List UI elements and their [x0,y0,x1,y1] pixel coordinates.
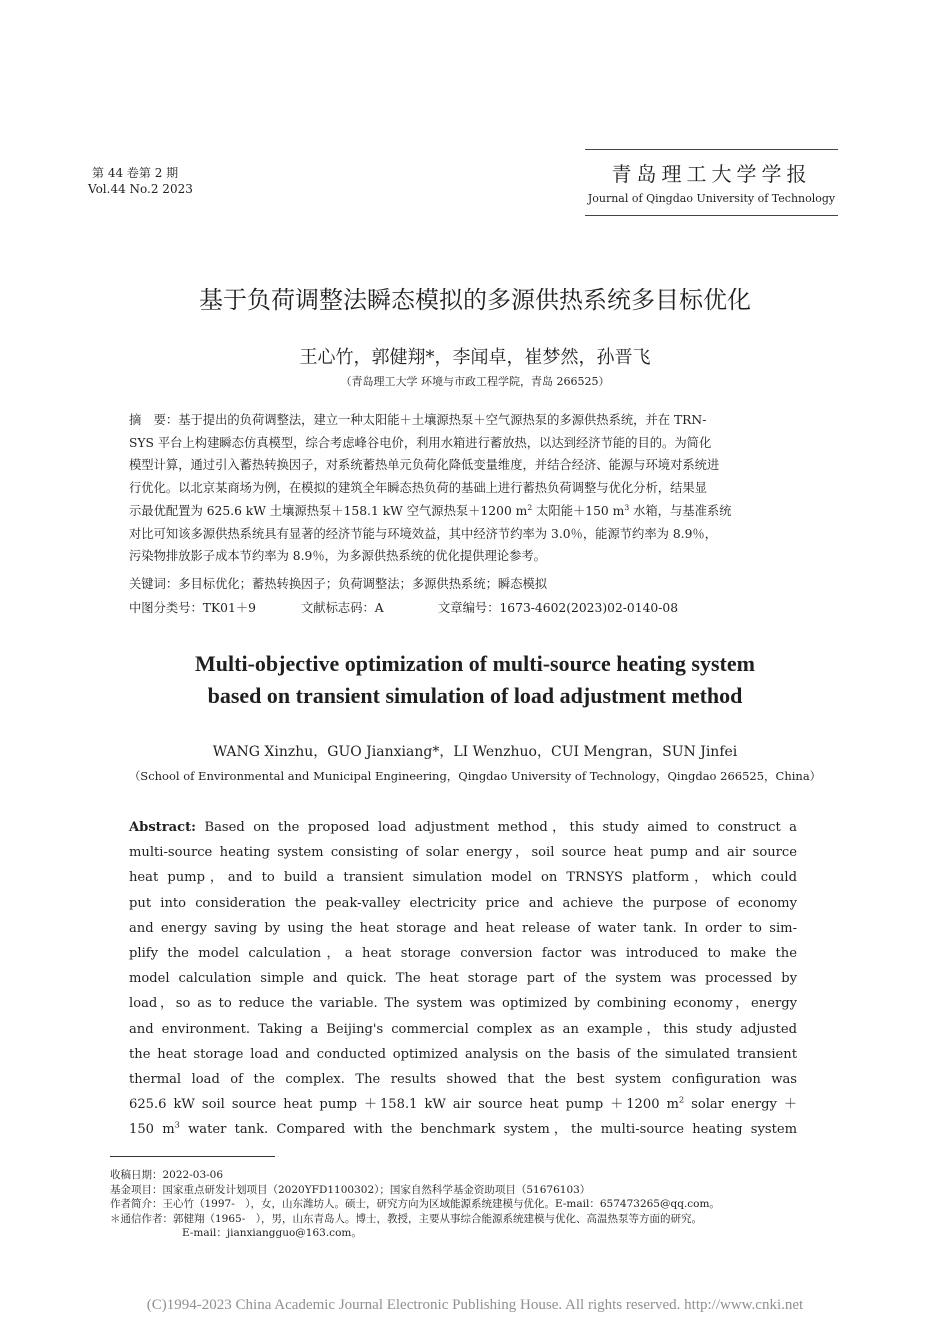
abstract-cn [129,409,797,568]
superscript: 2 [527,502,533,512]
abstract-cn-line: 污染物排放影子成本节约率为 8.9％，为多源供热系统的优化提供理论参考。 [129,549,546,564]
footnote-funding: 基金项目：国家重点研发计划项目（2020YFD1100302）；国家自然科学基金资助项目（51676103） [110,1183,591,1196]
footnote-author-bio: 作者简介：王心竹（1997- ），女，山东潍坊人。硕士，研究方向为区域能源系统建模与优化。E-mail：657473265@qq.com。 [110,1198,720,1211]
abstract-cn-text: 水箱，与基准系统 [629,503,732,518]
footnote-corresponding: ＊通信作者：郭健翔（1965- ），男，山东青岛人。博士，教授，主要从事综合能源系统建模与优化、高温热泵等方面的研究。 [110,1212,703,1225]
abstract-cn-line: 对比可知该多源供热系统具有显著的经济节能与环境效益，其中经济节约率为 3.0％，能源节约率为 8.9％， [129,526,717,541]
abstract-en [129,815,797,1143]
paper-title-en-line2: based on transient simulation of load adjustment method [207,683,743,708]
journal-title-cn: 青岛理工大学学报 [611,162,812,186]
abstract-cn-line: 行优化。以北京某商场为例，在模拟的建筑全年瞬态热负荷的基础上进行蓄热负荷调整与优化分析，结果显 [129,481,707,496]
clc-number: 中图分类号：TK01＋9 [129,601,256,615]
volume-issue-cn: 第 44 卷第 2 期 [92,166,179,180]
abstract-en-line: the heat storage load and conducted optimized analysis on the basis of the simulated transient [129,1046,797,1062]
abstract-en-line: plify the model calculation，a heat storage conversion factor was introduced to make the [129,946,797,962]
header-rule-bottom [585,215,838,216]
affiliation-en: （School of Environmental and Municipal Engineering，Qingdao University of Technology，Qingdao 266525，China） [128,769,822,783]
authors-cn: 王心竹，郭健翔*，李闻卓，崔梦然，孙晋飞 [299,347,651,368]
volume-issue-en: Vol.44 No.2 2023 [88,182,193,196]
footnotes [110,1168,720,1241]
abstract-en-text: Based on the proposed load adjustment method，this study aimed to construct a [204,820,797,835]
abstract-en-line: and energy saving by using the heat storage and heat release of water tank. In order to sim- [129,920,797,936]
classification-row [129,598,809,618]
abstract-en-line: thermal load of the complex. The results showed that the best system configuration was [129,1072,797,1088]
abstract-en-line: put into consideration the peak-valley electricity price and achieve the purpose of economy [129,895,797,911]
footnote-received: 收稿日期：2022-03-06 [110,1169,224,1181]
footnote-corresponding-email: E-mail：jianxiangguo@163.com。 [182,1227,362,1240]
abstract-en-text: water tank. Compared with the benchmark system，the multi-source heating system [179,1122,798,1138]
abstract-en-line: heat pump，and to build a transient simulation model on TRNSYS platform，which could [129,870,797,886]
copyright-watermark: (C)1994-2023 China Academic Journal Electronic Publishing House. All rights reserved. http://www.cnki.net [146,1297,804,1313]
abstract-en-text: 625.6 kW soil source heat pump ＋158.1 kW air source heat pump ＋1200 m [129,1097,679,1113]
paper-title-cn: 基于负荷调整法瞬态模拟的多源供热系统多目标优化 [199,286,751,314]
superscript: 3 [624,502,630,512]
abstract-en-text: solar energy ＋ [684,1097,798,1113]
paper-title-en [0,648,950,712]
abstract-en-line [129,815,797,840]
article-number: 文章编号：1673-4602(2023)02-0140-08 [438,601,679,615]
abstract-cn-text: 示最优配置为 625.6 kW 土壤源热泵＋158.1 kW 空气源热泵＋1200 m [129,503,528,518]
footnote-rule [110,1156,275,1157]
abstract-label: Abstract: [129,820,196,835]
superscript: 2 [678,1094,685,1105]
document-code: 文献标志码：A [301,601,384,615]
superscript: 3 [174,1120,180,1131]
abstract-en-line: and environment. Taking a Beijing's commercial complex as an example，this study adjusted [129,1021,797,1037]
affiliation-cn: （青岛理工大学 环境与市政工程学院，青岛 266525） [340,375,610,388]
abstract-en-text: 150 m [129,1122,175,1138]
abstract-cn-line [129,500,797,523]
authors-en: WANG Xinzhu，GUO Jianxiang*，LI Wenzhuo，CUI Mengran，SUN Jinfei [212,744,738,760]
abstract-cn-line: SYS 平台上构建瞬态仿真模型，综合考虑峰谷电价，利用水箱进行蓄放热，以达到经济节能的目的。为简化 [129,435,712,450]
abstract-en-line: model calculation simple and quick. The heat storage part of the system was processed by [129,971,797,987]
abstract-en-line [129,1117,797,1142]
abstract-cn-text: 太阳能＋150 m [532,503,625,518]
abstract-cn-line: 模型计算，通过引入蓄热转换因子，对系统蓄热单元负荷化降低变量维度，并结合经济、能源与环境对系统进 [129,458,720,473]
abstract-cn-line: 摘 要：基于提出的负荷调整法，建立一种太阳能＋土壤源热泵＋空气源热泵的多源供热系统，并在 TRN- [129,413,707,427]
abstract-en-line [129,1092,797,1117]
abstract-en-line: load，so as to reduce the variable. The system was optimized by combining economy，energy [129,996,797,1012]
abstract-en-line: multi-source heating system consisting of solar energy，soil source heat pump and air source [129,845,797,861]
paper-title-en-line1: Multi-objective optimization of multi-source heating system [195,651,755,676]
journal-title-en: Journal of Qingdao University of Technology [587,192,836,205]
keywords-cn: 关键词：多目标优化；蓄热转换因子；负荷调整法；多源供热系统；瞬态模拟 [129,577,548,591]
header-rule-top [585,149,838,150]
